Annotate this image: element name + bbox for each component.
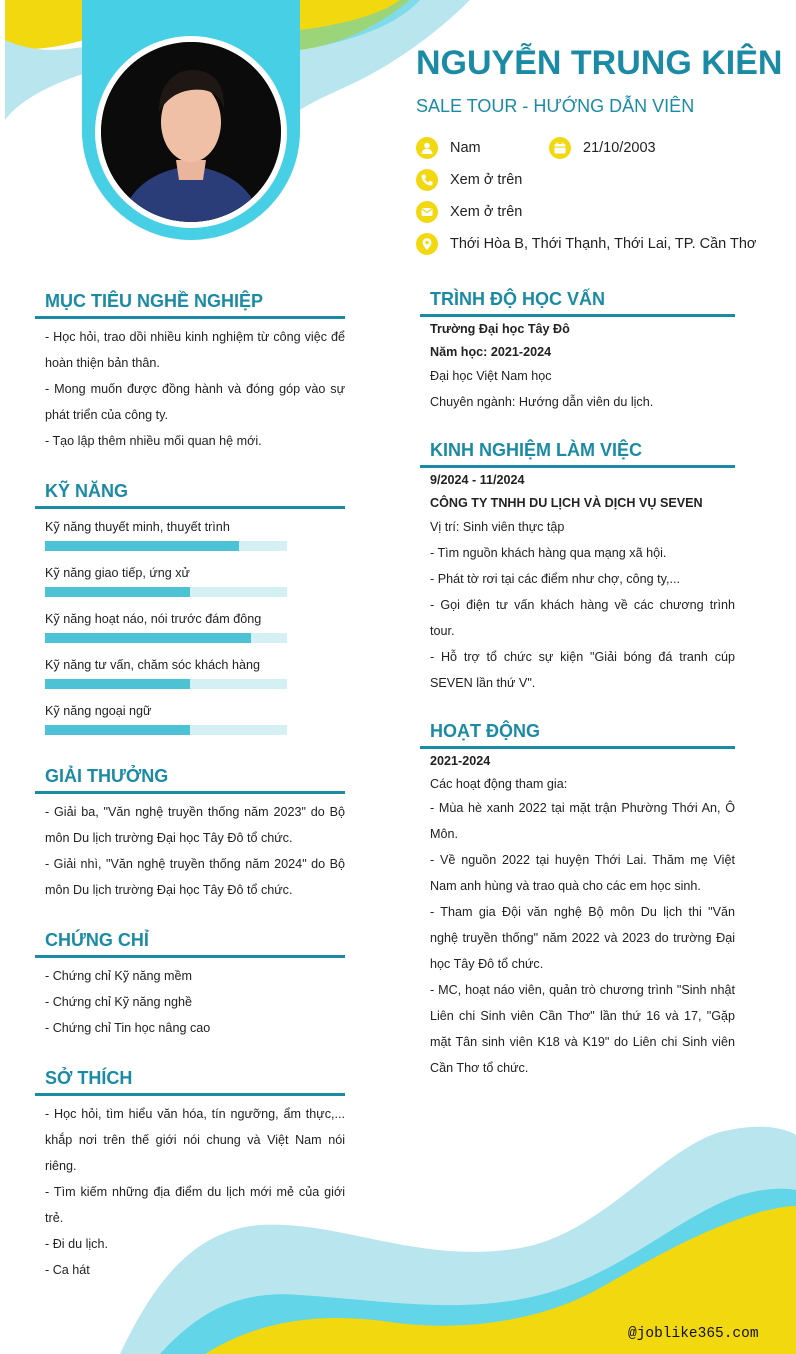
experience-item: - Phát tờ rơi tại các điểm như chợ, công ty,...: [430, 572, 680, 586]
experience-position: Vị trí: Sinh viên thực tập: [430, 520, 565, 534]
certificate-item: - Chứng chỉ Kỹ năng nghề: [45, 995, 193, 1009]
location-pin-icon: [416, 233, 438, 255]
certificates-title: CHỨNG CHỈ: [45, 930, 149, 950]
hobbies-list: [45, 1101, 345, 1283]
skill-label: Kỹ năng ngoại ngữ: [45, 704, 152, 718]
awards-list: [45, 799, 345, 903]
email-text: Xem ở trên: [450, 204, 523, 220]
experience-item: - Hỗ trợ tổ chức sự kiện "Giải bóng đá tranh cúp SEVEN lần thứ V".: [430, 650, 735, 690]
user-icon: [416, 137, 438, 159]
activity-item: - Mùa hè xanh 2022 tại mặt trận Phường Thới An, Ô Môn.: [430, 801, 735, 841]
hobby-item: - Đi du lịch.: [45, 1237, 108, 1251]
activity-item: - Tham gia Đội văn nghệ Bộ môn Du lịch thi "Văn nghệ truyền thống" năm 2022 và 2023 do trường Đại học Tây Đô tổ chức.: [430, 905, 735, 971]
skill-label: Kỹ năng tư vấn, chăm sóc khách hàng: [45, 658, 260, 672]
job-title: SALE TOUR - HƯỚNG DẪN VIÊN: [416, 96, 695, 116]
education-title: TRÌNH ĐỘ HỌC VẤN: [430, 289, 605, 309]
activities-list: [430, 795, 735, 1081]
skill-bar-fill: [45, 587, 190, 597]
skill-label: Kỹ năng thuyết minh, thuyết trình: [45, 520, 230, 534]
skill-bar: [45, 633, 287, 643]
activities-period: 2021-2024: [430, 754, 491, 768]
skill-bar: [45, 679, 287, 689]
email-row: [416, 201, 522, 223]
address-text: Thới Hòa B, Thới Thạnh, Thới Lai, TP. Cần Thơ: [450, 236, 757, 252]
skills-rule: [35, 506, 345, 509]
experience-item: - Tìm nguồn khách hàng qua mạng xã hội.: [430, 546, 667, 560]
skill-bar-fill: [45, 679, 190, 689]
activity-item: - MC, hoạt náo viên, quản trò chương trình "Sinh nhật Liên chi Sinh viên Cần Thơ" lần thứ 16 và 17, "Gặp mặt Tân sinh viên K18 và K19" do Liên chi Sinh viên Cần Thơ tổ chức.: [430, 983, 735, 1075]
activity-item: - Về nguồn 2022 tại huyện Thới Lai. Thăm mẹ Việt Nam anh hùng và trao quà cho các em học sinh.: [430, 853, 735, 893]
experience-item: - Gọi điện tư vấn khách hàng về các chương trình tour.: [430, 598, 735, 638]
skill-bar: [45, 725, 287, 735]
skill-bar-fill: [45, 633, 251, 643]
phone-text: Xem ở trên: [450, 172, 523, 188]
gender-row: [416, 137, 481, 159]
awards-title: GIẢI THƯỞNG: [45, 766, 169, 786]
objective-title: MỤC TIÊU NGHỀ NGHIỆP: [45, 291, 264, 311]
phone-icon: [416, 169, 438, 191]
candidate-name: NGUYỄN TRUNG KIÊN: [416, 44, 783, 82]
certificates-list: [45, 963, 345, 1041]
objective-item: - Học hỏi, trao dồi nhiều kinh nghiệm từ công việc để hoàn thiện bản thân.: [45, 330, 345, 370]
footer-handle: @joblike365.com: [628, 1326, 759, 1342]
experience-company: CÔNG TY TNHH DU LỊCH VÀ DỊCH VỤ SEVEN: [430, 496, 703, 510]
hobby-item: - Học hỏi, tìm hiểu văn hóa, tín ngưỡng, ẩm thực,... khắp nơi trên thế giới nói chung và Việt Nam nói riêng.: [45, 1107, 345, 1173]
experience-list: [430, 540, 735, 696]
objective-item: - Mong muốn được đồng hành và đóng góp vào sự phát triển của công ty.: [45, 382, 345, 422]
awards-rule: [35, 791, 345, 794]
address-row: [416, 233, 756, 255]
certificate-item: - Chứng chỉ Kỹ năng mềm: [45, 969, 193, 983]
certificate-item: - Chứng chỉ Tin học nâng cao: [45, 1021, 211, 1035]
hobby-item: - Tìm kiếm những địa điểm du lịch mới mẻ của giới trẻ.: [45, 1185, 345, 1225]
skills-title: KỸ NĂNG: [45, 481, 129, 501]
certificates-rule: [35, 955, 345, 958]
phone-row: [416, 169, 522, 191]
dob-row: [549, 137, 656, 159]
award-item: - Giải nhì, "Văn nghệ truyền thống năm 2024" do Bộ môn Du lịch trường Đại học Tây Đô tổ chức.: [45, 857, 345, 897]
objective-rule: [35, 316, 345, 319]
objective-list: [45, 324, 345, 454]
skill-bar-fill: [45, 725, 190, 735]
skill-bar-fill: [45, 541, 239, 551]
objective-item: - Tạo lập thêm nhiều mối quan hệ mới.: [45, 434, 262, 448]
activities-title: HOẠT ĐỘNG: [430, 721, 540, 741]
activities-intro: Các hoạt động tham gia:: [430, 777, 568, 791]
award-item: - Giải ba, "Văn nghệ truyền thống năm 2023" do Bộ môn Du lịch trường Đại học Tây Đô tổ chức.: [45, 805, 345, 845]
education-degree: Đại học Việt Nam học: [430, 369, 552, 383]
hobby-item: - Ca hát: [45, 1263, 90, 1277]
mail-icon: [416, 201, 438, 223]
dob-text: 21/10/2003: [583, 140, 656, 156]
hobbies-title: SỞ THÍCH: [45, 1068, 133, 1088]
profile-photo: [101, 42, 281, 222]
experience-title: KINH NGHIỆM LÀM VIỆC: [430, 440, 643, 460]
gender-text: Nam: [450, 140, 481, 156]
education-years: Năm học: 2021-2024: [430, 345, 552, 359]
hobbies-rule: [35, 1093, 345, 1096]
education-school: Trường Đại học Tây Đô: [430, 322, 570, 336]
skill-bar: [45, 541, 287, 551]
education-major: Chuyên ngành: Hướng dẫn viên du lịch.: [430, 395, 654, 409]
skill-bar: [45, 587, 287, 597]
experience-period: 9/2024 - 11/2024: [430, 473, 525, 487]
calendar-icon: [549, 137, 571, 159]
skill-label: Kỹ năng hoạt náo, nói trước đám đông: [45, 612, 262, 626]
skill-label: Kỹ năng giao tiếp, ứng xử: [45, 566, 190, 580]
